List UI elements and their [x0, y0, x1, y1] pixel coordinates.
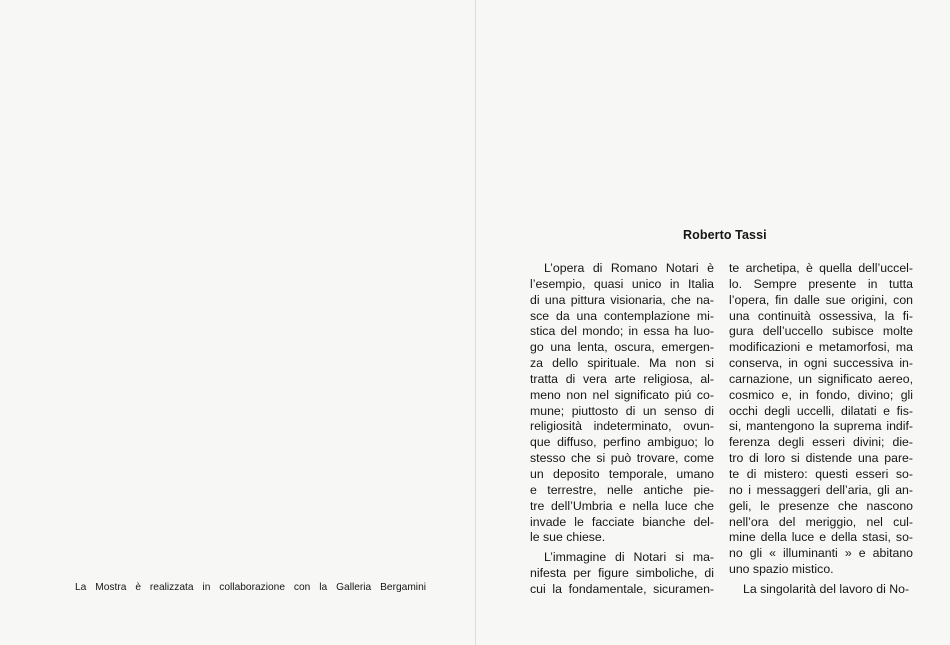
text-line: di una pittura visionaria, che na-: [530, 292, 714, 307]
text-line: te di mistero: questi esseri so-: [729, 466, 913, 481]
text-line: un deposito temporale, umano: [530, 466, 714, 481]
text-line: modificazioni e metamorfosi, ma: [729, 340, 913, 355]
text-line: occhi degli uccelli, dilatati e fis-: [729, 403, 913, 418]
text-line: tro di loro si distende una pare-: [729, 451, 913, 466]
text-line: sce da una contemplazione mi-: [530, 308, 714, 323]
text-line: La singolarità del lavoro di No-: [743, 581, 910, 596]
text-line: e terrestre, nelle antiche pie-: [530, 482, 714, 497]
text-line: no i messaggeri dell’aria, gli an-: [729, 482, 913, 497]
text-line: geli, le presenze che nascono: [729, 498, 913, 513]
text-line: stesso che si può trovare, come: [530, 451, 714, 466]
text-line: invade le facciate bianche del-: [530, 514, 714, 529]
text-line: carnazione, un significato aereo,: [729, 371, 913, 386]
exhibition-credit-note: La Mostra è realizzata in collaborazione con la Galleria Bergamini: [75, 582, 426, 593]
text-line: religiosità indeterminato, ovun-: [530, 419, 714, 434]
text-line: nifesta per figure simboliche, di: [530, 566, 714, 581]
text-line: stica del mondo; in essa ha luo-: [530, 324, 714, 339]
text-line: tre dell’Umbria e nella luce che: [530, 498, 714, 513]
text-line: L’opera di Romano Notari è: [544, 261, 714, 275]
text-line: mine della luce e della stasi, so-: [729, 530, 913, 545]
text-line: si, mantengono la suprema indif-: [729, 419, 913, 434]
text-line: le sue chiese.: [530, 530, 606, 545]
text-line: no gli « illuminanti » e abitano: [729, 546, 913, 561]
text-column-right: [729, 261, 913, 598]
author-name: Roberto Tassi: [683, 228, 767, 242]
text-line: nell’ora del meriggio, nel cul-: [729, 514, 913, 529]
text-line: tratta di vera arte religiosa, al-: [530, 371, 714, 386]
text-line: L’immagine di Notari si ma-: [544, 550, 714, 565]
text-line: uno spazio mistico.: [729, 562, 834, 577]
text-line: te archetipa, è quella dell’uccel-: [729, 261, 913, 275]
text-line: lo. Sempre presente in tutta: [729, 276, 913, 291]
text-line: cosmico e, in fondo, divino; gli: [729, 387, 913, 402]
text-line: l’opera, fin dalle sue origini, con: [729, 292, 913, 307]
text-line: mune; piuttosto di un senso di: [530, 403, 714, 418]
text-line: ferenza degli esseri divini; die-: [729, 435, 913, 450]
text-column-left: [530, 261, 714, 598]
text-line: que diffuso, perfino ambiguo; lo: [530, 435, 714, 450]
text-line: gura dell’uccello subisce molte: [729, 324, 913, 339]
text-line: meno non nel significato piú co-: [530, 387, 714, 402]
text-line: za dello spirituale. Ma non si: [530, 356, 714, 371]
text-line: una continuità ossessiva, la fi-: [729, 308, 913, 323]
text-line: cui la fondamentale, sicuramen-: [530, 581, 714, 596]
text-line: conserva, in ogni successiva in-: [729, 356, 913, 371]
text-line: l’esempio, quasi unico in Italia: [530, 276, 714, 291]
text-line: go una lenta, oscura, emergen-: [530, 340, 714, 355]
